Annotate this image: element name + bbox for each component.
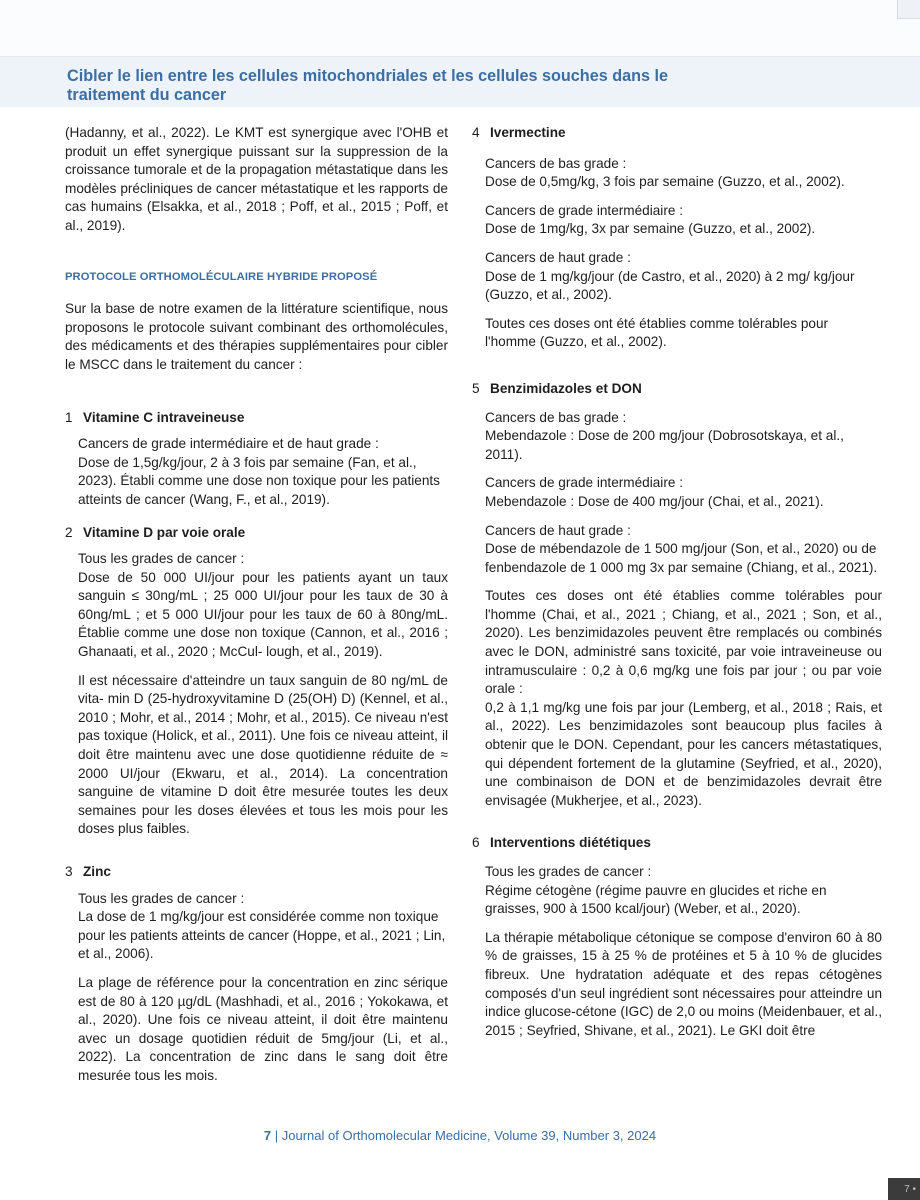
item-title: Benzimidazoles et DON	[490, 380, 642, 396]
protocol-item-5	[472, 380, 882, 810]
protocol-item-2	[65, 524, 448, 840]
item-number: 3	[65, 864, 73, 879]
item-paragraph: Toutes ces doses ont été établies comme tolérables pour l'homme (Chai, et al., 2021 ; Chiang, et al., 2021 ; Son, et al., 2020). Les benzimidazoles peuvent être remplacés ou combinés avec le DON, administré sans toxicité, par voie intraveineuse ou intramusculaire : 0,2 à 0,6 mg/kg une fois par jour ; ou par voie orale : 0,2 à 1,1 mg/kg une fois par jour (Lemberg, et al., 2018 ; Rais, et al., 2022). Les benzimidazoles sont beaucoup plus faciles à obtenir que le DON. Cependant, pour les cancers métastatiques, qui dépendent fortement de la glutamine (Seyfried, et al., 2020), une combinaison de DON et de benzimidazoles devrait être envisagée (Mukherjee, et al., 2023).	[485, 588, 882, 808]
left-column	[65, 124, 448, 1096]
page-indicator-badge[interactable]: 7 •	[888, 1178, 920, 1200]
item-paragraph: Cancers de grade intermédiaire : Dose de 1mg/kg, 3x par semaine (Guzzo, et al., 2002).	[485, 202, 816, 237]
intro-paragraph: (Hadanny, et al., 2022). Le KMT est synergique avec l'OHB et produit un effet synergique puissant sur la suppression de la croissance tumorale et de la propagation métastatique dans les modèles précliniques de cancer métastatique et les rapports de cas humains (Elsakka, et al., 2018 ; Poff, et al., 2015 ; Poff, et al., 2019).	[65, 125, 448, 233]
item-paragraph: Il est nécessaire d'atteindre un taux sanguin de 80 ng/mL de vita- min D (25-hydroxyvitamine D (25(OH) D) (Kennel, et al., 2010 ; Mohr, et al., 2014 ; Mohr, et al., 2015). Ce niveau n'est pas toxique (Holick, et al., 2011). Une fois ce niveau atteint, il doit être maintenu avec une dose quotidienne réduite de ≈ 2000 UI/jour (Ekwaru, et al., 2014). La concentration sanguine de vitamine D doit être mesurée toutes les deux semaines pour les doses élevées et tous les mois pour les doses plus faibles.	[78, 672, 448, 837]
item-paragraph: Cancers de bas grade : Dose de 0,5mg/kg, 3 fois par semaine (Guzzo, et al., 2002).	[485, 155, 845, 190]
item-paragraph: Cancers de grade intermédiaire et de haut grade : Dose de 1,5g/kg/jour, 2 à 3 fois par semaine (Fan, et al., 2023). Établi comme une dose non toxique pour les patients atteints de cancer (Wang, F., et al., 2019).	[78, 436, 440, 507]
item-paragraph: La thérapie métabolique cétonique se compose d'environ 60 à 80 % de graisses, 15 à 25 % de protéines et 5 à 10 % de glucides fibreux. Une hydratation adéquate et des repas cétogènes composés d'un seul ingrédient sont nécessaires pour atteindre un indice glucose-cétone (IGC) de 2,0 ou moins (Meidenbauer, et al., 2015 ; Seyfried, Shivane, et al., 2021). Le GKI doit être	[485, 929, 882, 1038]
page-number: 7	[263, 1128, 272, 1143]
item-title: Ivermectine	[490, 125, 566, 140]
item-number: 4	[472, 125, 480, 140]
protocol-item-6	[472, 834, 882, 1040]
right-column	[472, 124, 882, 1050]
item-title: Interventions diététiques	[490, 835, 651, 851]
item-paragraph: La plage de référence pour la concentration en zinc sérique est de 80 à 120 µg/dL (Mashhadi, et al., 2016 ; Yokokawa, et al., 2020). Une fois ce niveau atteint, il doit être maintenu avec un dosage quotidien réduit de 5mg/jour (Li, et al., 2022). La concentration de zinc dans le sang doit être mesurée tous les mois.	[78, 974, 448, 1083]
item-paragraph: Cancers de bas grade : Mebendazole : Dose de 200 mg/jour (Dobrosotskaya, et al., 2011).	[485, 409, 844, 462]
item-paragraph: Cancers de haut grade : Dose de mébendazole de 1 500 mg/jour (Son, et al., 2020) ou de fenbendazole de 1 000 mg 3x par semaine (Chiang, et al., 2021).	[485, 522, 878, 575]
running-header	[0, 57, 920, 107]
item-title: Vitamine C intraveineuse	[83, 409, 245, 425]
item-number: 5	[472, 380, 480, 396]
page-footer	[0, 1128, 920, 1143]
item-title: Vitamine D par voie orale	[83, 524, 246, 540]
article-title: Cibler le lien entre les cellules mitochondriales et les cellules souches dans le traitement du cancer	[67, 67, 668, 104]
item-paragraph: Tous les grades de cancer : La dose de 1 mg/kg/jour est considérée comme non toxique pour les patients atteints de cancer (Hoppe, et al., 2021 ; Lin, et al., 2006).	[78, 890, 446, 962]
item-number: 6	[472, 835, 480, 851]
protocol-paragraph: Sur la base de notre examen de la littérature scientifique, nous proposons le protocole suivant combinant des orthomolécules, des médicaments et des thérapies supplémentaires pour cibler le MSCC dans le traitement du cancer :	[65, 301, 448, 372]
journal-citation: | Journal of Orthomolecular Medicine, Volume 39, Number 3, 2024	[271, 1128, 657, 1143]
item-paragraph: Cancers de grade intermédiaire : Mebendazole : Dose de 400 mg/jour (Chai, et al., 2021).	[485, 475, 824, 509]
toolbar-corner-tab	[897, 0, 920, 19]
item-paragraph: Tous les grades de cancer : Dose de 50 000 UI/jour pour les patients ayant un taux sanguin ≤ 30ng/mL ; 25 000 UI/jour pour les taux de 30 à 60ng/mL ; et 5 000 UI/jour pour les taux de 60 à 80ng/mL. Établie comme une dose non toxique (Cannon, et al., 2016 ; Ghanaati, et al., 2020 ; McCul- lough, et al., 2019).	[78, 551, 448, 660]
section-heading-protocol: PROTOCOLE ORTHOMOLÉCULAIRE HYBRIDE PROPOSÉ	[65, 270, 378, 283]
top-toolbar	[0, 0, 920, 57]
protocol-item-1	[65, 409, 448, 510]
protocol-item-3	[65, 863, 448, 1086]
item-number: 1	[65, 409, 73, 425]
protocol-item-4	[472, 124, 882, 352]
item-title: Zinc	[83, 864, 111, 879]
item-paragraph: Cancers de haut grade : Dose de 1 mg/kg/jour (de Castro, et al., 2020) à 2 mg/ kg/jour (Guzzo, et al., 2002).	[485, 249, 855, 303]
item-paragraph: Tous les grades de cancer : Régime cétogène (régime pauvre en glucides et riche en graisses, 900 à 1500 kcal/jour) (Weber, et al., 2020).	[485, 864, 827, 917]
item-paragraph: Toutes ces doses ont été établies comme tolérables pour l'homme (Guzzo, et al., 2002).	[485, 315, 829, 350]
item-number: 2	[65, 524, 73, 540]
